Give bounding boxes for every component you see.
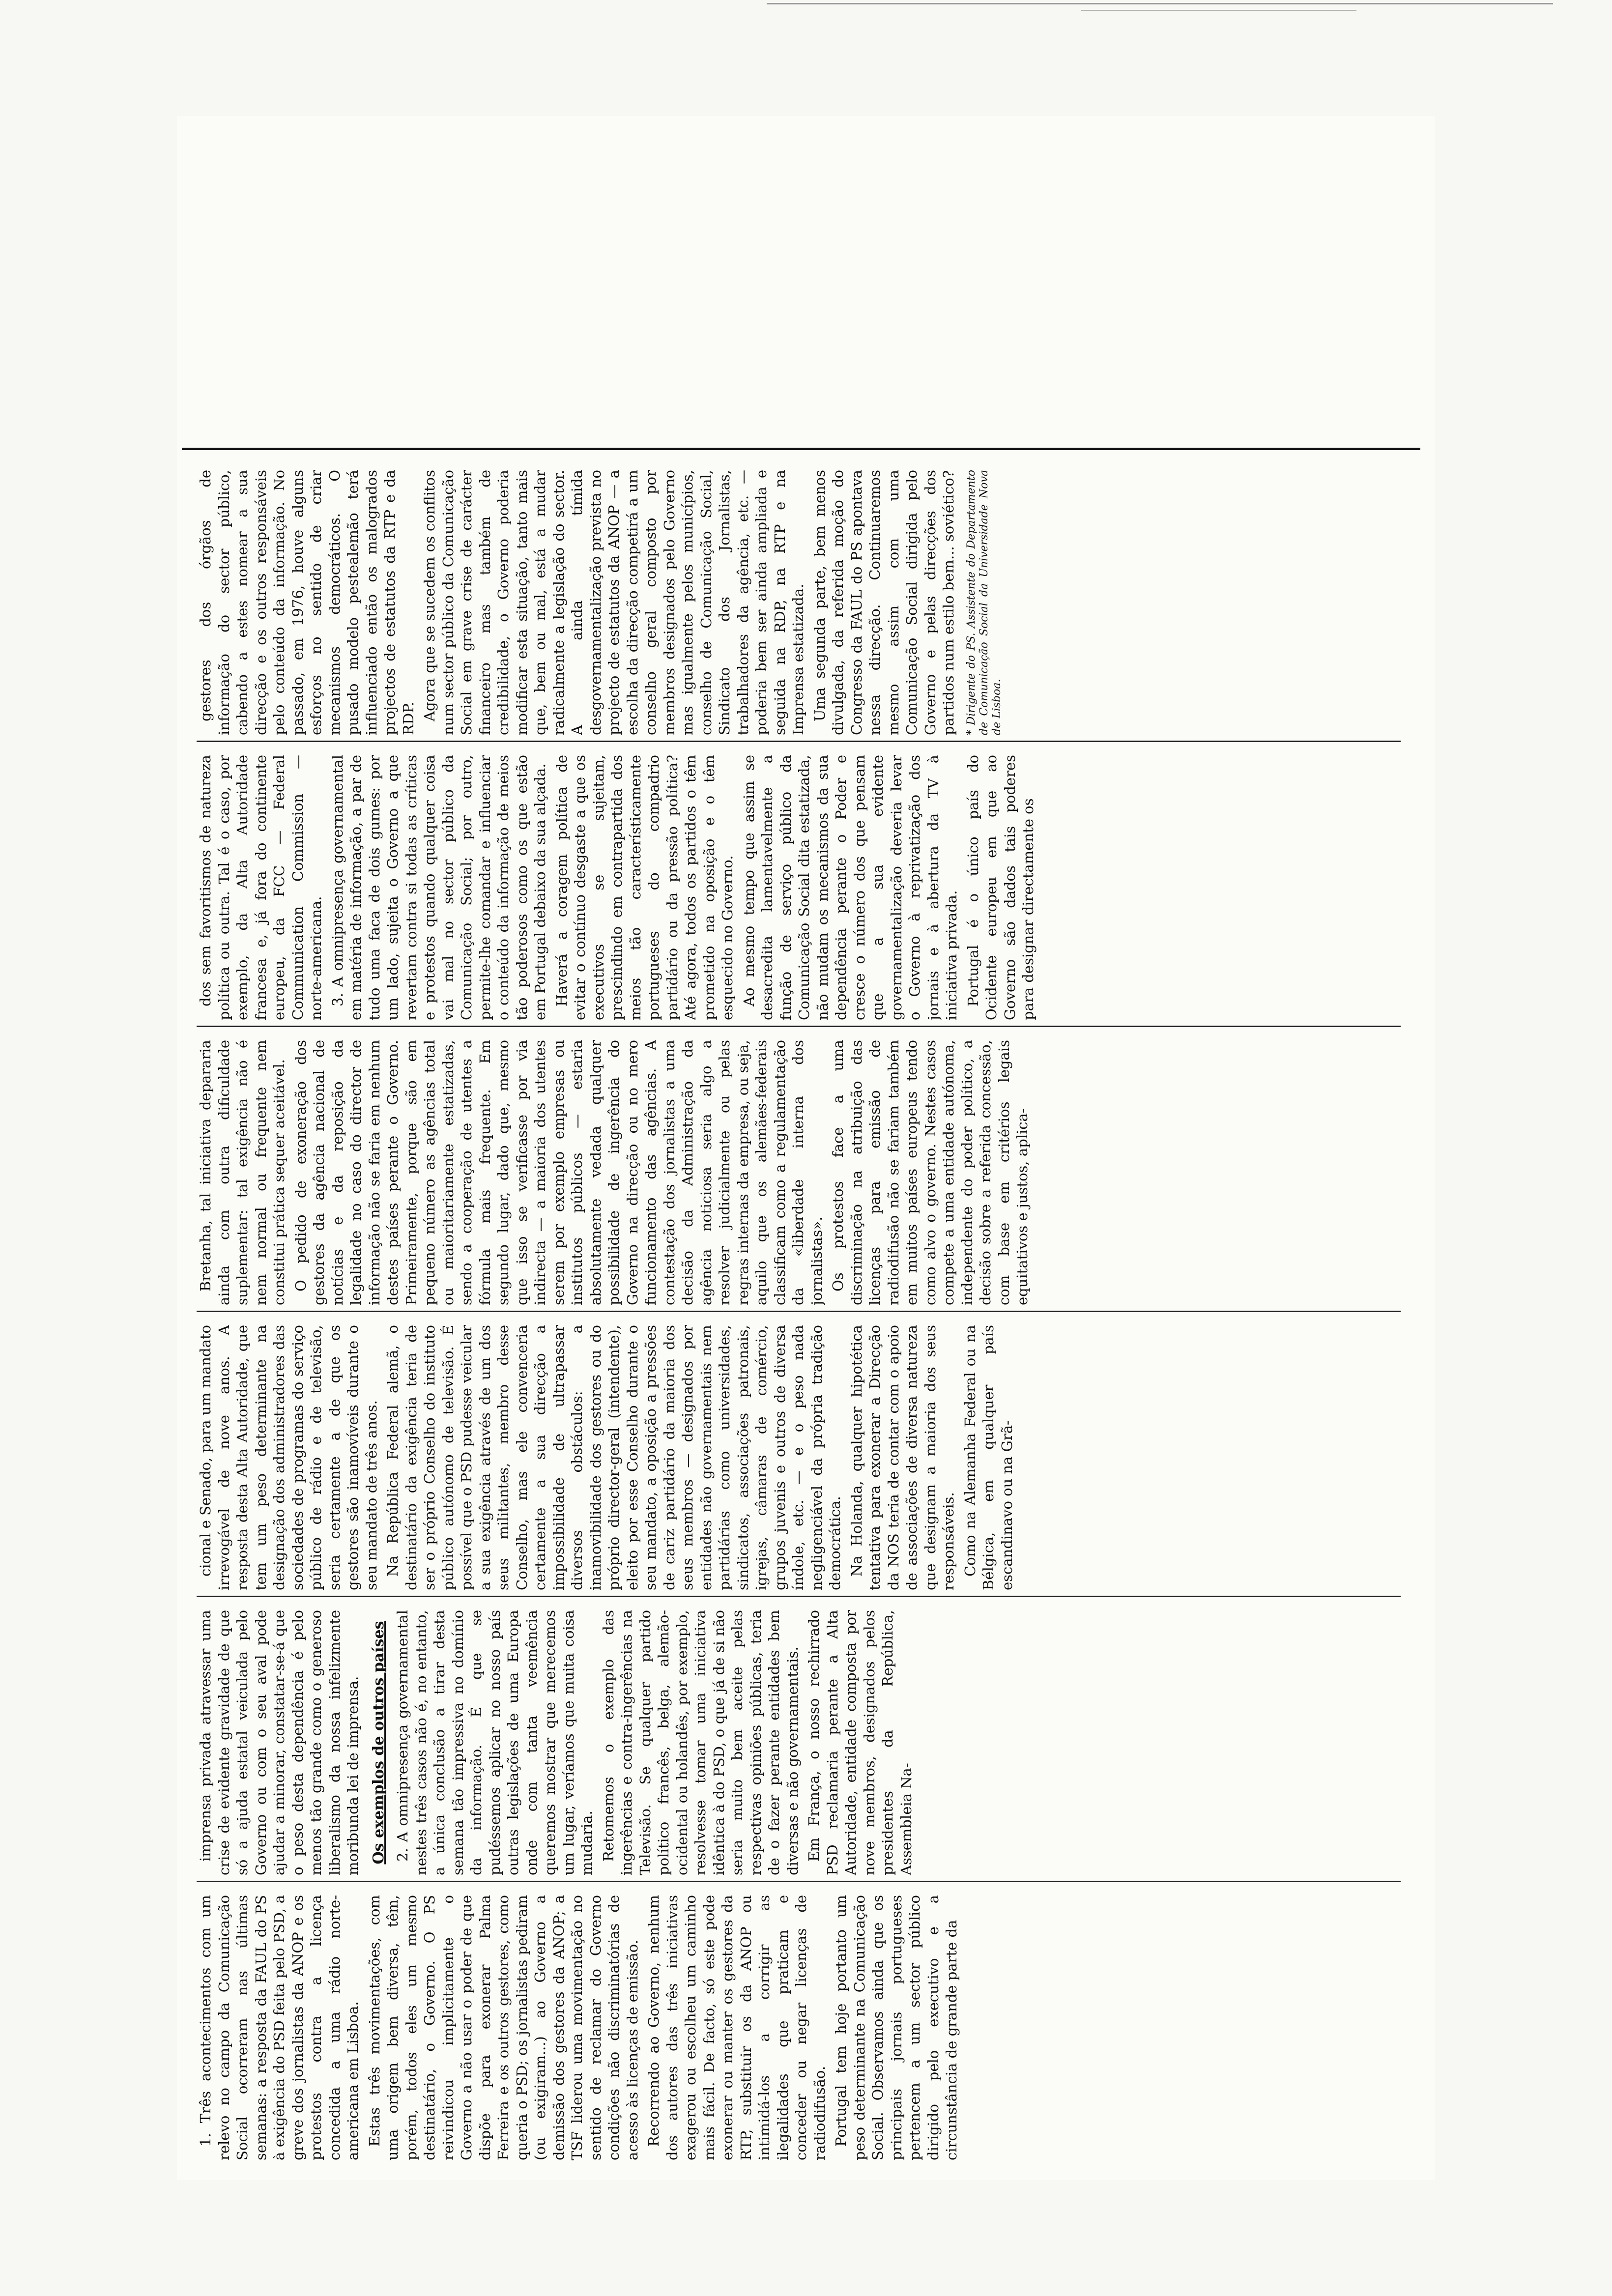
article-column-6 — [197, 470, 1401, 735]
article-column-2 — [197, 1610, 1401, 1875]
article-column-3 — [197, 1325, 1401, 1590]
paragraph: Na Holanda, qualquer hipotética tentativa para exonerar a Direcção da NOS teria de contar com o apoio de associações de diversa natureza que designam a maioria dos seus responsáveis. — [848, 1325, 957, 1590]
article-column-1 — [197, 1895, 1401, 2160]
paragraph: Ao mesmo tempo que assim se desacredita lamentavelmente a função de serviço público da Comunicação Social dita estatizada, não mudam os mecanismos da sua dependência perante o Poder e cresce o número dos que pensam que a sua evidente governamentalização deveria levar o Governo à reprivatização dos jornais e à abertura da TV à iniciativa privada. — [740, 755, 960, 1020]
column-rule — [197, 1311, 1401, 1312]
paragraph: O pedido de exoneração dos gestores da agência nacional de notícias e da reposição da legalidade no caso do director de informação não se faria em nenhum destes países perante o Governo. Primeiramente, porque são em pequeno número as agências total ou maioritariamente estatizadas, sendo a cooperação de utentes a fórmula mais frequente. Em segundo lugar, dado que, mesmo que isso se verificasse por via indirecta — a maioria dos utentes serem por exemplo empresas ou institutos públicos — estaria absolutamente vedada qualquer possibilidade de ingerência do Governo na direcção ou no mero funcionamento das agências. A contestação dos jornalistas a uma decisão da Administração da agência noticiosa seria algo a resolver judicialmente ou pelas regras internas da empresa, ou seja, aquilo que os alemães-federais classificam como a regulamentação da «liberdade interna dos jornalistas». — [292, 1040, 825, 1305]
article-column-4 — [197, 1040, 1401, 1305]
paragraph: Na República Federal alemã, o destinatário da exigência teria de ser o próprio Conselho do instituto público autónomo de televisão. É possível que o PSD pudesse veicular a sua exigência através de um dos seus militantes, membro desse Conselho, mas ele convenceria certamente a sua direcção a impossibilidade de ultrapassar diversos obstáculos: a inamovibilidade dos gestores ou do próprio director-geral (intendente), eleito por esse Conselho durante o seu mandato, a oposição a pressões de cariz partidário da maioria dos seus membros — designados por entidades não governamentais nem partidárias como universidades, sindicatos, associações patronais, igrejas, câmaras de comércio, grupos juvenis e outros de diversa índole, etc. — e o peso nada negligenciável da própria tradição democrática. — [384, 1325, 843, 1590]
column-rule — [197, 1596, 1401, 1597]
paragraph: Os protestos face a uma discriminação na atribuição das licenças para emissão de radiodifusão não se fariam também em muitos países europeus tendo como alvo o governo. Nestes casos compete a uma entidade autónoma, independente do poder político, a decisão sobre a referida concessão, com base em critérios legais equitativos e justos, aplica- — [830, 1040, 1031, 1305]
paragraph: Uma segunda parte, bem menos divulgada, da referida moção do Congresso da FAUL do PS apontava nessa direcção. Continuaremos mesmo assim com uma Comunicação Social dirigida pelo Governo e pelas direcções dos partidos num estilo bem... soviético? — [811, 470, 957, 735]
paragraph: Estas três movimentações, com uma origem bem diversa, têm, porém, todos eles um mesmo destinatário, o Governo. O PS reivindicou implicitamente o Governo a não usar o poder de que dispõe para exonerar Palma Ferreira e os outros gestores, como queria o PSD; os jornalistas pediram (ou exigiram...) ao Governo a demissão dos gestores da ANOP; a TSF liderou uma movimentação no sentido de reclamar do Governo condições não discriminatórias de acesso às licenças de emissão. — [366, 1895, 641, 2160]
paragraph: Agora que se sucedem os conflitos num sector público da Comunicação Social em grave crise de carácter financeiro mas também de credibilidade, o Governo poderia modificar esta situação, tanto mais que, bem ou mal, está a mudar radicalmente a legislação do sector. A ainda tímida desgovernamentalização prevista no projecto de estatutos da ANOP — a escolha da direcção competirá a um conselho geral composto por membros designados pelo Governo mas igualmente pelos municípios, conselho de Comunicação Social, Sindicato dos Jornalistas, trabalhadores da agência, etc. — poderia bem ser ainda ampliada e seguida na RDP, na RTP e na Imprensa estatizada. — [421, 470, 806, 735]
paragraph: Em França, o nosso rechirrado PSD reclamaria perante a Alta Autoridade, entidade composta por nove membros, designados pelos presidentes da República, Assembleia Na- — [806, 1610, 915, 1875]
scan-edge-mark — [767, 3, 1553, 4]
paragraph: Retomemos o exemplo das ingerências e contra-ingerências na Televisão. Se qualquer partido político francês, belga, alemão-ocidental ou holandês, por exemplo, resolvesse tomar uma iniciativa idêntica à do PSD, o que já de si não seria muito bem aceite pelas respectivas opiniões públicas, teria de o fazer perante entidades bem diversas e não governamentais. — [600, 1610, 801, 1875]
paragraph: Portugal tem hoje portanto um peso determinante na Comunicação Social. Observamos ainda que os principais jornais portugueses pertencem a um sector público dirigido pelo executivo e a circunstância de grande parte da — [833, 1895, 960, 2160]
paragraph: gestores dos órgãos de informação do sector público, cabendo a estes nomear a sua direcção e os outros responsáveis pelo conteúdo da informação. No passado, em 1976, houve alguns esforços no sentido de criar mecanismos democráticos. O pusado modelo pestealemão terá influenciado então os malogrados projectos de estatutos da RTP e da RDP. — [197, 470, 417, 735]
paragraph: Bretanha, tal iniciativa depararia ainda com outra dificuldade suplementar: tal exigência não é nem normal ou frequente nem constitui prática sequer aceitável. — [197, 1040, 288, 1305]
clipping-edge — [182, 448, 1420, 450]
paragraph: 3. A omnipresença governamental em matéria de informação, a par de tudo uma faca de dois gumes: por um lado, sujeita o Governo a que revertam contra si todas as críticas e protestos quando qualquer coisa vai mal no sector público da Comunicação Social; por outro, permite-lhe comandar e influenciar o conteúdo da informação de meios tão poderosos como os que estão em Portugal debaixo da sua alçada. — [329, 755, 548, 1020]
column-rule — [197, 1881, 1401, 1882]
paragraph: cional e Senado, para um mandato irrevogável de nove anos. A resposta desta Alta Autoridade, que tem um peso determinante na designação dos administradores das sociedades de programas do serviço público de rádio e de televisão, seria certamente a de que os gestores são inamovíveis durante o seu mandato de três anos. — [197, 1325, 380, 1590]
paragraph: 2. A omnipresença governamental nestes três casos não é, no entanto, a única conclusão a tirar desta semana tão impressiva no domínio da informação. É que se pudéssemos aplicar no nosso país outras legislações de uma Europa onde com tanta veemência queremos mostrar que merecemos um lugar, veríamos que muita coisa mudaria. — [394, 1610, 595, 1875]
paragraph: Haverá a coragem política de evitar o contínuo desgaste a que os executivos se sujeitam, prescindindo em contrapartida dos meios tão característicamente portugueses do compadrio partidário ou da pressão política? Até agora, todos os partidos o têm prometido na oposição e o têm esquecido no Governo. — [553, 755, 736, 1020]
section-subheading: Os exemplos de outros países — [370, 1621, 387, 1865]
paragraph: Portugal é o único país do Ocidente europeu em que ao Governo são dados tais poderes para designar directamente os — [964, 755, 1036, 1020]
paragraph: Como na Alemanha Federal ou na Bélgica, em qualquer país escandinavo ou na Grã- — [961, 1325, 1015, 1590]
paragraph: 1. Três acontecimentos com um relevo no campo da Comunicação Social ocorreram nas últimas semanas: a resposta da FAUL do PS à exigência do PSD feita pelo PSD, a greve dos jornalistas da ANOP e os protestos contra a licença concedida a uma rádio norte-americana em Lisboa. — [197, 1895, 361, 2160]
paragraph: imprensa privada atravessar uma crise de evidente gravidade de que só a ajuda estatal veiculada pelo Governo ou com o seu aval pode ajudar a minorar, constatar-se-á que o peso desta dependência é pelo menos tão grande como o generoso liberalismo da nossa infelizmente moribunda lei de imprensa. — [197, 1610, 361, 1875]
scan-edge-mark-2 — [1081, 10, 1356, 11]
newspaper-clipping — [177, 116, 1435, 2180]
column-rule — [197, 741, 1401, 742]
paragraph: Recorrendo ao Governo, nenhum dos autores das três iniciativas exagerou ou escolheu um caminho mais fácil. De facto, só este pode exonerar ou manter os gestores da RTP, substituir os da ANOP ou intimidá-los a corrigir as ilegalidades que praticam e conceder ou negar licenças de radiodifusão. — [645, 1895, 828, 2160]
author-note: * Dirigente do PS. Assistente do Departamento de Comunicação Social da Universidade Nova de Lisboa. — [965, 470, 1003, 735]
column-rule — [197, 1026, 1401, 1027]
article-column-5 — [197, 755, 1401, 1020]
paragraph: dos sem favoritismos de natureza política ou outra. Tal é o caso, por exemplo, da Alta Autoridade francesa e, já fora do continente europeu, da FCC — Federal Communication Commission — norte-americana. — [197, 755, 324, 1020]
